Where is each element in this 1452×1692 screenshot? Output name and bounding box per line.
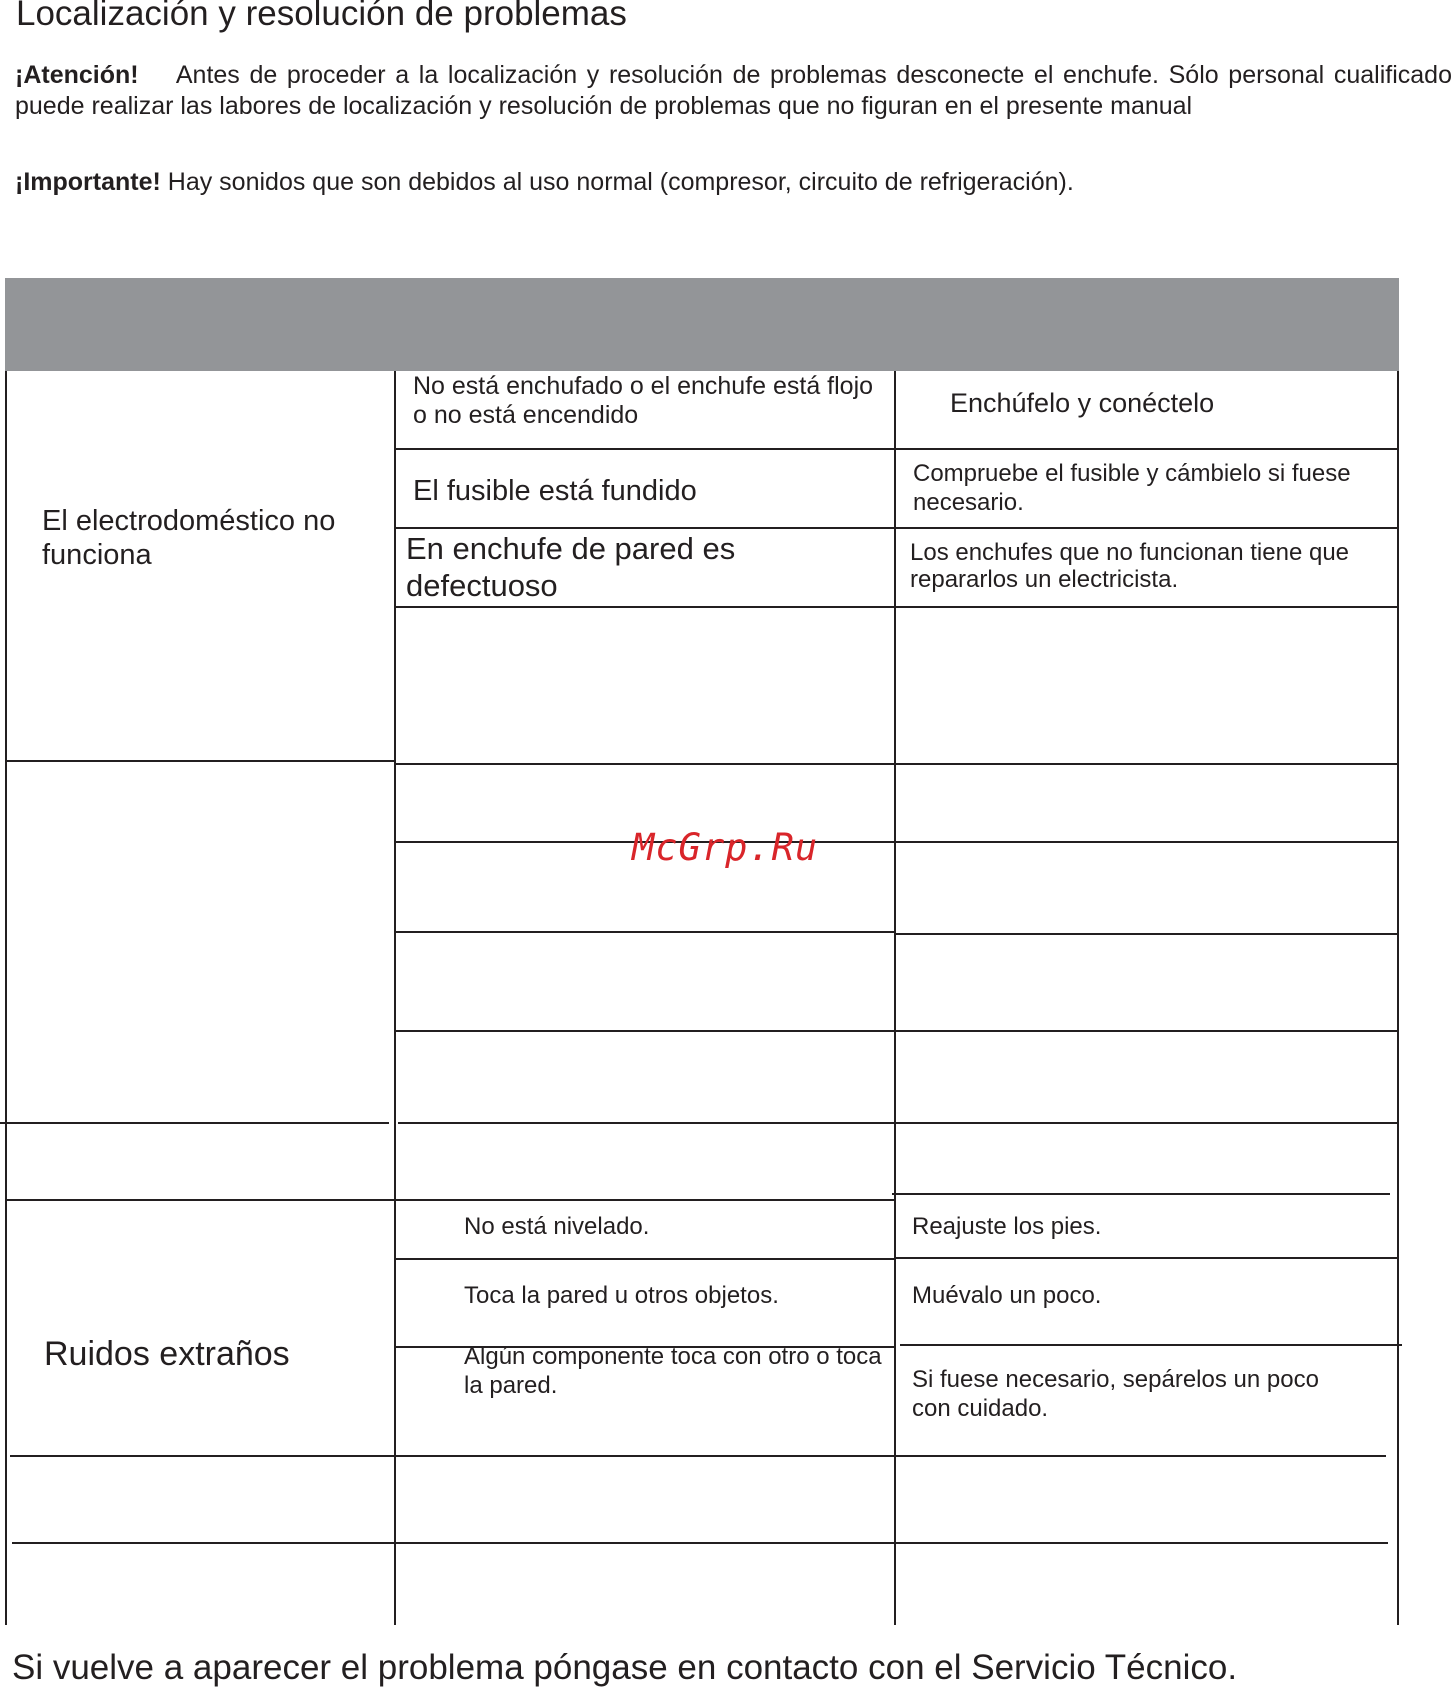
- row-line: [394, 763, 894, 765]
- cause-text: No está nivelado.: [464, 1213, 650, 1240]
- table-divider-cause: [394, 371, 396, 1625]
- row-line: [894, 1257, 1397, 1259]
- solution-text: Los enchufes que no funcionan tiene que repararlos un electricista.: [910, 539, 1350, 593]
- problem-label: El electrodoméstico no funciona: [42, 505, 336, 571]
- row-line: [894, 448, 1397, 450]
- attention-label: ¡Atención!: [15, 61, 139, 89]
- row-line: [394, 527, 894, 529]
- cause-text: En enchufe de pared es defectuoso: [406, 531, 736, 603]
- solution-text: Si fuese necesario, sepárelos un poco con cuidado.: [912, 1366, 1319, 1422]
- row-line: [0, 1122, 389, 1124]
- row-line: [5, 1199, 394, 1201]
- cause-text: Toca la pared u otros objetos.: [464, 1282, 779, 1309]
- table-border-right: [1397, 371, 1399, 1625]
- row-line: [5, 760, 394, 762]
- row-line: [894, 1455, 1386, 1457]
- important-text: Hay sonidos que son debidos al uso normal (compresor, circuito de refrigeración).: [167, 168, 1074, 196]
- row-line: [394, 1542, 894, 1544]
- solution-text: Reajuste los pies.: [912, 1213, 1102, 1240]
- row-line: [894, 1122, 1397, 1124]
- page-title: Localización y resolución de problemas: [16, 0, 627, 33]
- row-line: [394, 1030, 894, 1032]
- important-note: [15, 167, 1452, 198]
- row-line: [900, 1344, 1402, 1346]
- row-line: [394, 448, 894, 450]
- row-line: [894, 841, 1397, 843]
- row-line: [894, 606, 1397, 608]
- row-line: [394, 1199, 894, 1201]
- cause-text: Algún componente toca con otro o toca la pared.: [464, 1343, 882, 1399]
- important-label: ¡Importante!: [15, 168, 161, 196]
- table-divider-solution: [894, 371, 896, 1625]
- watermark: McGrp.Ru: [632, 826, 819, 869]
- table-header-bar: [5, 278, 1399, 371]
- row-line: [394, 1258, 894, 1260]
- solution-text: Enchúfelo y conéctelo: [950, 388, 1215, 418]
- row-line: [398, 1122, 894, 1124]
- row-line: [394, 931, 894, 933]
- problem-label: Ruidos extraños: [44, 1335, 290, 1373]
- cause-text: El fusible está fundido: [413, 475, 697, 507]
- attention-text: Antes de proceder a la localización y resolución de problemas desconecte el enchufe. Sólo personal cualificado puede realizar las labores de localización y resolución de problemas que no figuran en el presente manual: [15, 61, 1452, 120]
- footer-note: Si vuelve a aparecer el problema póngase en contacto con el Servicio Técnico.: [12, 1648, 1238, 1687]
- row-line: [894, 763, 1397, 765]
- attention-note: [15, 60, 1452, 122]
- row-line: [394, 1455, 894, 1457]
- row-line: [394, 606, 894, 608]
- table-border-left: [5, 371, 7, 1625]
- row-line: [10, 1455, 394, 1457]
- row-line: [894, 1030, 1397, 1032]
- row-line: [894, 527, 1397, 529]
- row-line: [894, 1542, 1388, 1544]
- row-line: [12, 1542, 394, 1544]
- row-line: [894, 933, 1397, 935]
- solution-text: Compruebe el fusible y cámbielo si fuese necesario.: [913, 460, 1351, 516]
- solution-text: Muévalo un poco.: [912, 1282, 1102, 1309]
- row-line: [892, 1193, 1390, 1195]
- cause-text: No está enchufado o el enchufe está flojo o no está encendido: [413, 372, 874, 429]
